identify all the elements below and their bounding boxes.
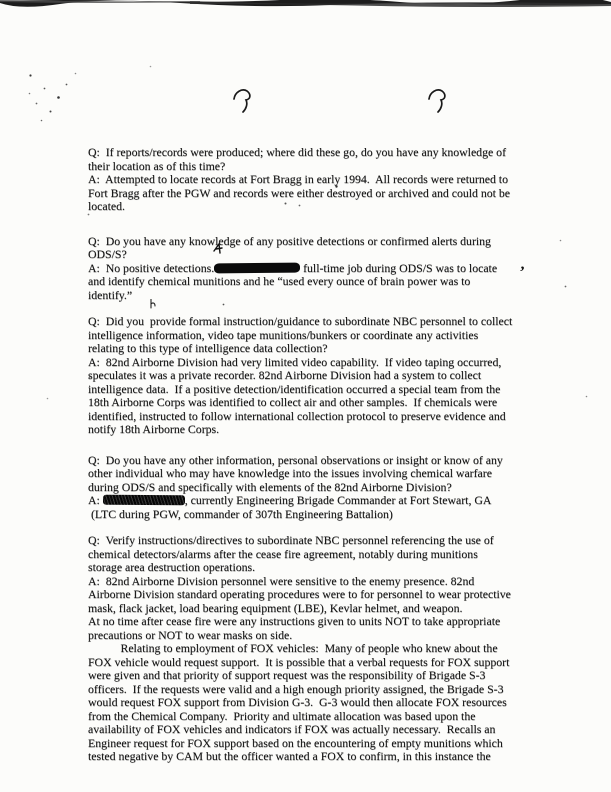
- photocopy-speckles: [0, 0, 1, 1]
- qa-paragraph: [88, 315, 578, 437]
- text-line: speculates it was a private recorder. 82nd Airborne Division had a system to collect: [88, 368, 482, 382]
- text-line: A: No positive detections. full-time job during ODS/S was to locate: [88, 260, 498, 275]
- text-line: (LTC during PGW, commander of 307th Engineering Battalion): [88, 506, 393, 521]
- text-line: A: 82nd Airborne Division had very limited video capability. If video taping occurred,: [88, 354, 502, 369]
- hook-mark-left: [233, 88, 253, 115]
- text-line: intelligence data. If a positive detection/identification occurred a special team from the: [88, 381, 501, 396]
- text-line: precautions or NOT to wear masks on side.: [88, 627, 293, 642]
- text-line: would request FOX support from Division G-3. G-3 would then allocate FOX resources: [88, 695, 507, 709]
- text-line: and identify chemical munitions and he “used every ounce of brain power was to: [88, 274, 471, 288]
- text-line: FOX vehicle would request support. It is possible that a verbal requests for FOX support: [88, 654, 510, 669]
- document-body: [88, 146, 578, 777]
- text-line: A: , currently Engineering Brigade Commander at Fort Stewart, GA: [88, 493, 492, 507]
- text-line: from the Chemical Company. Priority and ultimate allocation was based upon the: [88, 708, 476, 723]
- text-line: were given and that priority of support request was the responsibility of Brigade S-3: [88, 668, 486, 682]
- text-line: identify.”: [88, 287, 133, 302]
- scan-edge-artifact: [0, 0, 611, 9]
- text-line: Relating to employment of FOX vehicles: Many of people who knew about the: [88, 641, 498, 655]
- text-line: notify 18th Airborne Corps.: [88, 422, 220, 436]
- text-line: Q: Do you have any other information, personal observations or insight or know of any: [88, 452, 503, 467]
- redaction-bar: [103, 495, 185, 505]
- hook-mark-right: [428, 88, 448, 115]
- text-line: storage area destruction operations.: [88, 560, 256, 574]
- text-line: identified, instructed to follow international collection protocol to preserve evidence and: [88, 408, 506, 423]
- text-line: located.: [88, 199, 126, 213]
- text-line: mask, flack jacket, load bearing equipment (LBE), Kevlar helmet, and weapon.: [88, 600, 463, 615]
- text-line: Q: Verify instructions/directives to subordinate NBC personnel referencing the use of: [88, 533, 494, 547]
- text-line: Q: If reports/records were produced; where did these go, do you have any knowledge of: [88, 145, 506, 159]
- text-line: other individual who may have knowledge into the issues involving chemical warfare: [88, 466, 492, 480]
- text-line: during ODS/S and specifically with elements of the 82nd Airborne Division?: [88, 479, 452, 494]
- text-line: ODS/S?: [88, 247, 127, 261]
- text-line: chemical detectors/alarms after the cease fire agreement, notably during munitions: [88, 546, 478, 561]
- text-line: A: Attempted to locate records at Fort Bragg in early 1994. All records were returned to: [88, 172, 508, 186]
- ink-blot-mark: ’: [517, 263, 526, 282]
- text-line: Fort Bragg after the PGW and records were either destroyed or archived and could not be: [88, 185, 511, 200]
- text-line: 18th Airborne Corps was identified to collect air and other samples. If chemicals were: [88, 395, 498, 409]
- qa-paragraph: [88, 235, 578, 303]
- qa-paragraph: [88, 534, 578, 764]
- text-line: Q: Did you provide formal instruction/guidance to subordinate NBC personnel to collect: [88, 314, 513, 328]
- text-line: their location as of this time?: [88, 158, 226, 173]
- text-line: Engineer request for FOX support based on the encountering of empty munitions which: [88, 735, 503, 750]
- text-line: availability of FOX vehicles and indicators if FOX was actually necessary. Recalls an: [88, 722, 496, 736]
- redaction-bar: [214, 262, 300, 273]
- text-line: At no time after cease fire were any instructions given to units NOT to take appropriate: [88, 614, 501, 628]
- text-line: intelligence information, video tape munitions/bunkers or coordinate any activities: [88, 327, 479, 342]
- text-line: relating to this type of intelligence data collection?: [88, 341, 328, 355]
- text-line: A: 82nd Airborne Division personnel were sensitive to the enemy presence. 82nd: [88, 573, 475, 588]
- text-line: officers. If the requests were valid and a high enough priority assigned, the Brigade S-3: [88, 681, 504, 696]
- text-line: Q: Do you have any knowledge of any positive detections or confirmed alerts during: [88, 233, 491, 248]
- text-line: tested negative by CAM but the officer wanted a FOX to confirm, in this instance the: [88, 749, 491, 763]
- text-line: Airborne Division standard operating procedures were to for personnel to wear protective: [88, 587, 511, 601]
- qa-paragraph: [88, 454, 578, 522]
- qa-paragraph: [88, 146, 578, 214]
